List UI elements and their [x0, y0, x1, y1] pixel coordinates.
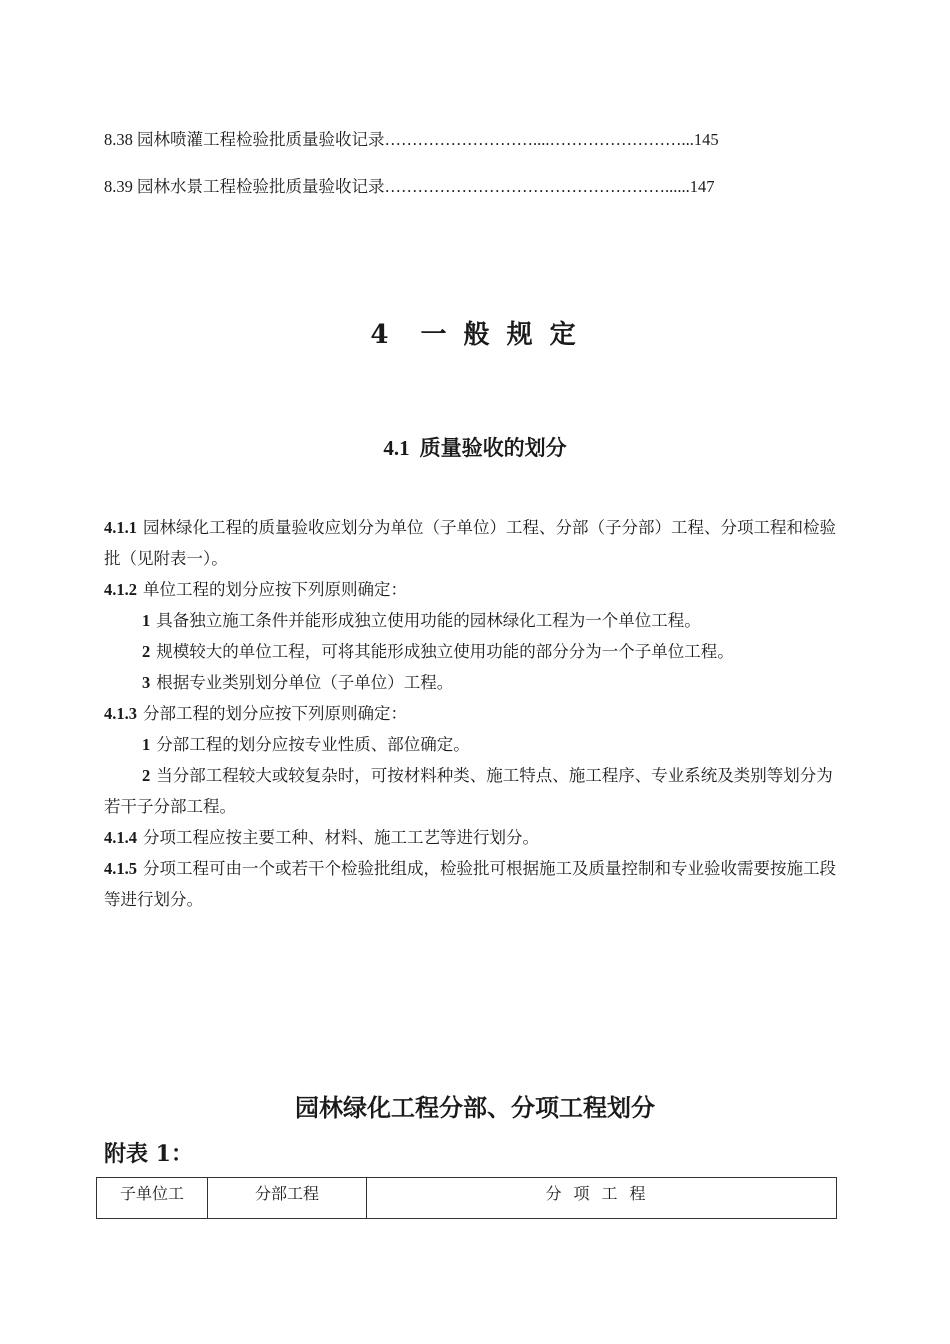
header-division: 分部工程	[208, 1178, 367, 1219]
clause-4-1-2	[104, 574, 849, 605]
item-number: 1	[142, 611, 151, 630]
clause-4-1-5	[104, 853, 849, 915]
item-text: 根据专业类别划分单位（子单位）工程。	[156, 673, 454, 692]
clause-item	[104, 636, 887, 667]
clause-text: 分项工程可由一个或若干个检验批组成，检验批可根据施工及质量控制和专业验收需要按施工段等进行划分。	[104, 859, 836, 909]
clause-number: 4.1.5	[104, 859, 137, 878]
item-text: 分部工程的划分应按专业性质、部位确定。	[156, 735, 470, 754]
header-subitem: 分项工程	[367, 1178, 837, 1219]
clause-4-1-4	[104, 822, 849, 853]
chapter-heading	[0, 314, 950, 351]
clause-4-1-1	[104, 512, 849, 574]
section-number: 4.1	[383, 436, 410, 460]
toc-entry-8-38[interactable]: 8.38 园林喷灌工程检验批质量验收记录………………………....……………………...145	[104, 130, 719, 149]
annex-label: 附表 1：	[104, 1141, 193, 1167]
clause-number: 4.1.3	[104, 704, 137, 723]
clause-text: 分项工程应按主要工种、材料、施工工艺等进行划分。	[143, 828, 539, 847]
clause-item	[104, 760, 849, 822]
clause-number: 4.1.2	[104, 580, 137, 599]
item-text: 规模较大的单位工程，可将其能形成独立使用功能的部分分为一个子单位工程。	[156, 642, 734, 661]
table-title: 园林绿化工程分部、分项工程划分	[295, 1093, 655, 1122]
clause-number: 4.1.4	[104, 828, 137, 847]
item-text: 具备独立施工条件并能形成独立使用功能的园林绿化工程为一个单位工程。	[156, 611, 701, 630]
division-table	[96, 1177, 837, 1219]
item-number: 2	[142, 642, 151, 661]
clause-text: 单位工程的划分应按下列原则确定：	[143, 580, 407, 599]
clause-item	[104, 605, 887, 636]
item-number: 1	[142, 735, 151, 754]
clause-number: 4.1.1	[104, 518, 137, 537]
item-number: 2	[142, 766, 151, 785]
toc-entry-8-39[interactable]: 8.39 园林水景工程检验批质量验收记录……………………………………………......147	[104, 177, 715, 196]
table-header-row	[97, 1178, 837, 1219]
item-number: 3	[142, 673, 151, 692]
clause-4-1-3	[104, 698, 849, 729]
clause-item	[104, 729, 887, 760]
section-heading	[0, 432, 950, 462]
chapter-number: 4	[370, 320, 393, 350]
clause-text: 园林绿化工程的质量验收应划分为单位（子单位）工程、分部（子分部）工程、分项工程和检验批（见附表一）。	[104, 518, 836, 568]
clause-text: 分部工程的划分应按下列原则确定：	[143, 704, 407, 723]
chapter-title: 一 般 规 定	[420, 320, 580, 350]
section-title: 质量验收的划分	[419, 435, 567, 460]
item-text: 当分部工程较大或较复杂时，可按材料种类、施工特点、施工程序、专业系统及类别等划分为若干子分部工程。	[104, 766, 833, 816]
header-sub-unit: 子单位工	[97, 1178, 208, 1219]
clause-item	[104, 667, 887, 698]
